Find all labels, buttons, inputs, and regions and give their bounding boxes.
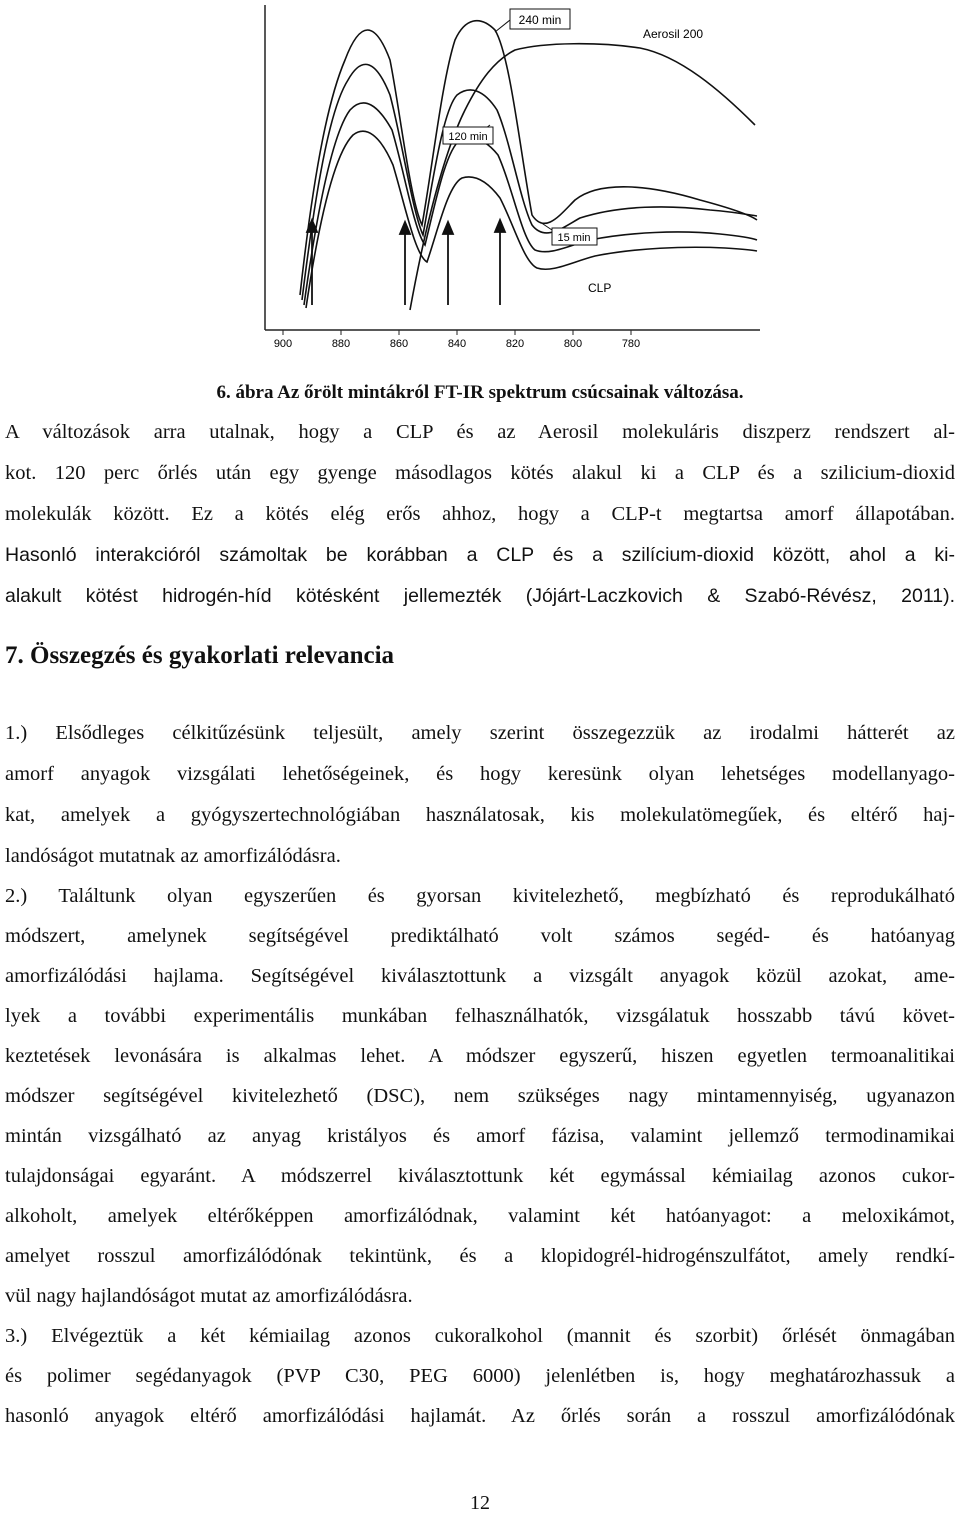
spectrum-curve-clp xyxy=(306,131,757,308)
item1-line-1: 1.) Elsődleges célkitűzésünk teljesült, amely szerint összegezzük az irodalmi hátterét az xyxy=(5,722,955,744)
item2-line-9: alkoholt, amelyek eltérőképpen amorfizálódnak, valamint két hatóanyagot: a meloxikámot, xyxy=(5,1205,955,1227)
item2-line-8: tulajdonságai egyaránt. A módszerrel kiválasztottunk két egymással kémiailag azonos cukor- xyxy=(5,1165,955,1187)
para2-line-1: Hasonló interakcióról számoltak be korábban a CLP és a szilícium-dioxid között, ahol a ki- xyxy=(5,544,955,566)
label-aerosil: Aerosil 200 xyxy=(643,27,704,41)
item1-line-2: amorf anyagok vizsgálati lehetőségeinek, és hogy keresünk olyan lehetséges modellanyago- xyxy=(5,763,955,785)
section-heading: 7. Összegzés és gyakorlati relevancia xyxy=(5,642,395,669)
x-tick-label: 900 xyxy=(273,338,293,350)
x-tick-label: 820 xyxy=(505,338,525,350)
spectrum-curve-aerosil xyxy=(410,44,755,310)
label-240min: 240 min xyxy=(518,13,562,27)
item2-line-6: módszer segítségével kivitelezhető (DSC), nem szükséges nagy mintamennyiség, ugyanazon xyxy=(5,1085,955,1107)
label-120min: 120 min xyxy=(448,131,488,143)
x-tick-label: 880 xyxy=(331,338,351,350)
item2-line-3: amorfizálódási hajlama. Segítségével kiválasztottunk a vizsgált anyagok közül azokat, ame- xyxy=(5,965,955,987)
item2-line-11: vül nagy hajlandóságot mutat az amorfizálódásra. xyxy=(5,1285,413,1307)
arrow-marker xyxy=(443,222,453,305)
item2-line-2: módszert, amelynek segítségével prediktálható volt számos segéd- és hatóanyag xyxy=(5,925,955,947)
item3-line-3: hasonló anyagok eltérő amorfizálódási hajlamát. Az őrlés során a rosszul amorfizálódónak xyxy=(5,1405,955,1427)
label-clp: CLP xyxy=(588,281,612,295)
page-number: 12 xyxy=(470,1492,490,1514)
spectrum-curve-120min xyxy=(302,64,757,300)
item3-line-1: 3.) Elvégeztük a két kémiailag azonos cukoralkohol (mannit és szorbit) őrlését önmagában xyxy=(5,1325,955,1347)
para2-line-2: alakult kötést hidrogén-híd kötésként jellemezték (Jójárt-Laczkovich & Szabó-Révész, 2011). xyxy=(5,585,955,607)
item2-line-1: 2.) Találtunk olyan egyszerűen és gyorsan kivitelezhető, megbízható és reprodukálható xyxy=(5,885,955,907)
item2-line-4: lyek a további experimentális munkában felhasználhatók, vizsgálatuk hosszabb távú követ- xyxy=(5,1005,955,1027)
para1-line-1: A változások arra utalnak, hogy a CLP és az Aerosil molekuláris diszperz rendszert al- xyxy=(5,421,955,443)
arrow-marker xyxy=(400,222,410,305)
label-15min: 15 min xyxy=(557,232,591,244)
spectrum-curve-240min xyxy=(300,21,757,295)
item3-line-2: és polimer segédanyagok (PVP C30, PEG 6000) jelenlétben is, hogy meghatározhassuk a xyxy=(5,1365,955,1387)
para1-line-3: molekulák között. Ez a kötés elég erős ahhoz, hogy a CLP-t megtartsa amorf állapotában. xyxy=(5,503,955,525)
x-tick-label: 800 xyxy=(563,338,583,350)
item2-line-5: keztetések levonására is alkalmas lehet. A módszer egyszerű, hiszen egyetlen termoanalitikai xyxy=(5,1045,955,1067)
para1-line-2: kot. 120 perc őrlés után egy gyenge másodlagos kötés alakul ki a CLP és a szilicium-dioxid xyxy=(5,462,955,484)
item1-line-4: landóságot mutatnak az amorfizálódásra. xyxy=(5,845,341,867)
x-axis-ticks xyxy=(274,330,640,350)
x-tick-label: 860 xyxy=(389,338,409,350)
item1-line-3: kat, amelyek a gyógyszertechnológiában használatosak, kis molekulatömegűek, és eltérő haj- xyxy=(5,804,955,826)
figure-caption: 6. ábra Az őrölt mintákról FT-IR spektrum csúcsainak változása. xyxy=(216,382,744,403)
item2-line-7: mintán vizsgálható az anyag kristályos és amorf fázisa, valamint jellemző termodinamikai xyxy=(5,1125,955,1147)
arrow-marker xyxy=(495,220,505,305)
ftir-spectrum-figure xyxy=(0,0,960,360)
callout-line-240 xyxy=(495,20,510,32)
item2-line-10: amelyet rosszul amorfizálódónak tekintünk, és a klopidogrél-hidrogénszulfátot, amely rendkí- xyxy=(5,1245,955,1267)
x-tick-label: 780 xyxy=(621,338,641,350)
x-tick-label: 840 xyxy=(447,338,467,350)
